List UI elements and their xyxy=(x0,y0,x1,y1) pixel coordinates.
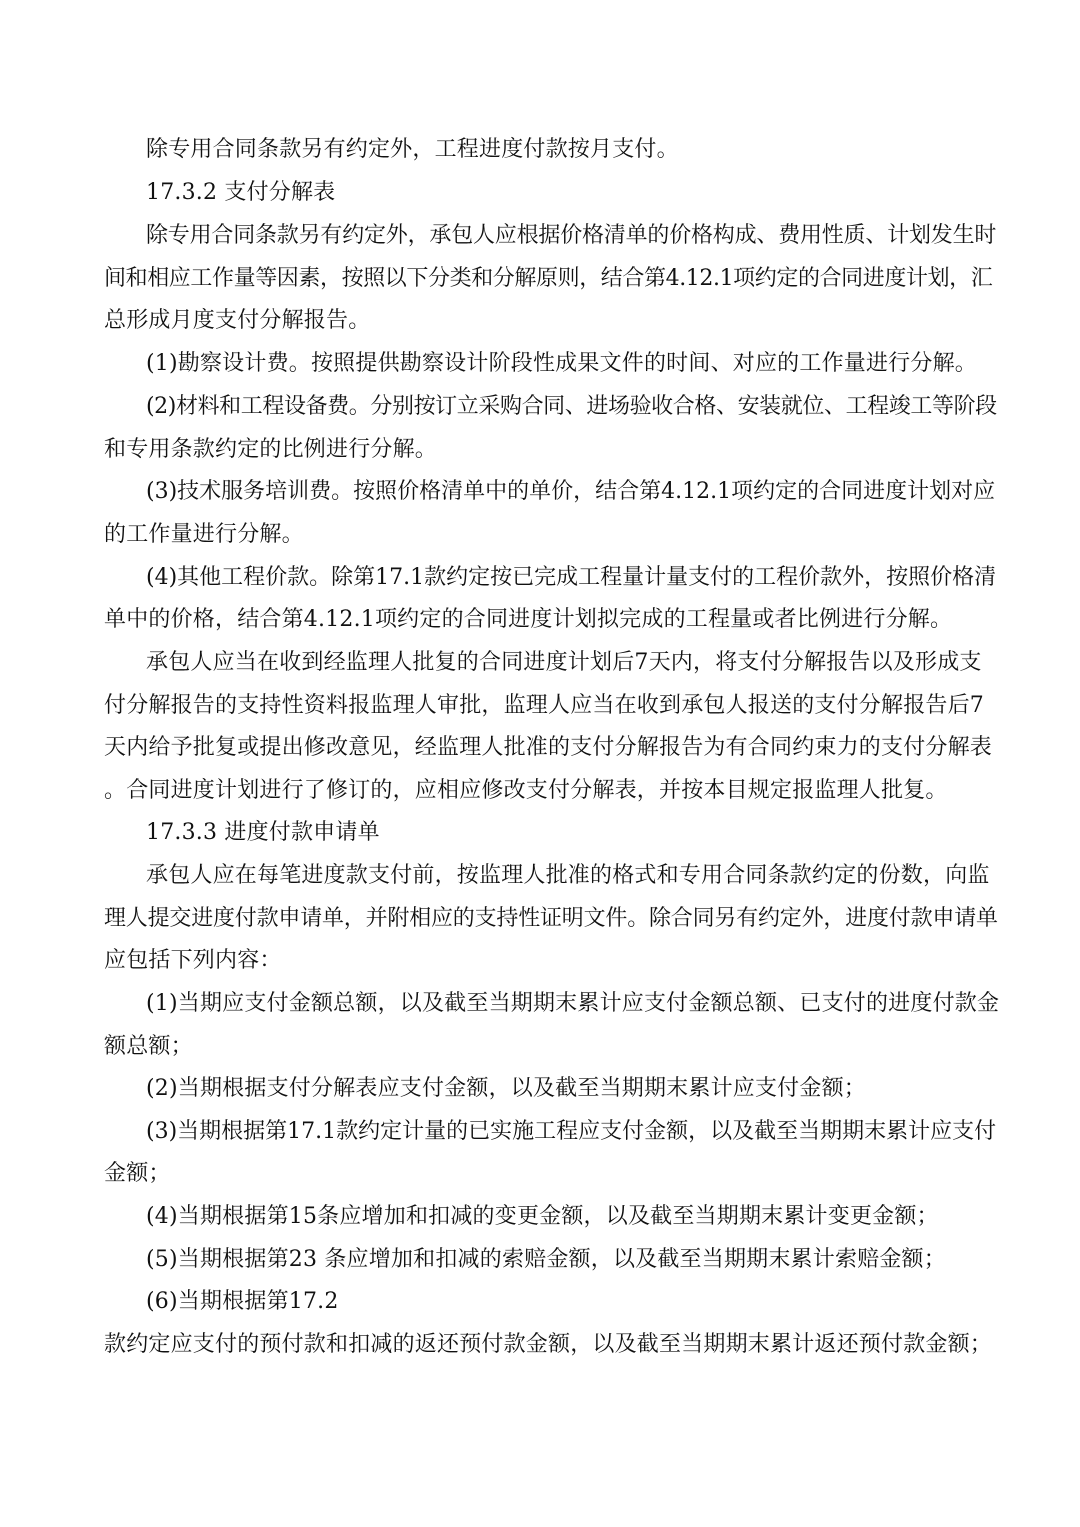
paragraph-line: 理人提交进度付款申请单，并附相应的支持性证明文件。除合同另有约定外，进度付款申请单 xyxy=(104,906,998,931)
section-heading-17-3-2: 17.3.2 支付分解表 xyxy=(146,180,336,205)
list-item-line: (2)当期根据支付分解表应支付金额，以及截至当期期末累计应支付金额； xyxy=(146,1076,866,1101)
paragraph-line: 总形成月度支付分解报告。 xyxy=(104,308,371,333)
list-item-line: (3)技术服务培训费。按照价格清单中的单价，结合第4.12.1项约定的合同进度计划对应 xyxy=(146,479,996,504)
paragraph-line: 。合同进度计划进行了修订的，应相应修改支付分解表，并按本目规定报监理人批复。 xyxy=(104,778,948,803)
list-item-line: 和专用条款约定的比例进行分解。 xyxy=(104,437,438,462)
paragraph-line: 付分解报告的支持性资料报监理人审批，监理人应当在收到承包人报送的支付分解报告后7 xyxy=(104,693,984,718)
list-item-line: (4)当期根据第15条应增加和扣减的变更金额，以及截至当期期末累计变更金额； xyxy=(146,1204,939,1229)
list-item-line: 款约定应支付的预付款和扣减的返还预付款金额，以及截至当期期末累计返还预付款金额； xyxy=(104,1332,993,1357)
list-item-line: (6)当期根据第17.2 xyxy=(146,1289,339,1314)
list-item-line: (1)勘察设计费。按照提供勘察设计阶段性成果文件的时间、对应的工作量进行分解。 xyxy=(146,351,977,376)
list-item-line: 额总额； xyxy=(104,1034,193,1059)
paragraph-line: 承包人应在每笔进度款支付前，按监理人批准的格式和专用合同条款约定的份数，向监 xyxy=(146,863,990,888)
paragraph-line: 承包人应当在收到经监理人批复的合同进度计划后7天内，将支付分解报告以及形成支 xyxy=(146,650,982,675)
list-item-line: (2)材料和工程设备费。分别按订立采购合同、进场验收合格、安装就位、工程竣工等阶段 xyxy=(146,394,997,419)
list-item-line: (1)当期应支付金额总额，以及截至当期期末累计应支付金额总额、已支付的进度付款金 xyxy=(146,991,1000,1016)
list-item-line: 的工作量进行分解。 xyxy=(104,522,304,547)
paragraph-line: 应包括下列内容： xyxy=(104,948,282,973)
list-item-line: 金额； xyxy=(104,1161,171,1186)
list-item-line: 单中的价格，结合第4.12.1项约定的合同进度计划拟完成的工程量或者比例进行分解。 xyxy=(104,607,953,632)
section-heading-17-3-3: 17.3.3 进度付款申请单 xyxy=(146,820,380,845)
paragraph-line: 间和相应工作量等因素，按照以下分类和分解原则，结合第4.12.1项约定的合同进度计划，汇 xyxy=(104,266,993,291)
paragraph-line: 天内给予批复或提出修改意见，经监理人批准的支付分解报告为有合同约束力的支付分解表 xyxy=(104,735,993,760)
paragraph-line: 除专用合同条款另有约定外，承包人应根据价格清单的价格构成、费用性质、计划发生时 xyxy=(146,223,997,248)
list-item-line: (3)当期根据第17.1款约定计量的已实施工程应支付金额，以及截至当期期末累计应支付 xyxy=(146,1119,997,1144)
list-item-line: (5)当期根据第23 条应增加和扣减的索赔金额，以及截至当期期末累计索赔金额； xyxy=(146,1247,946,1272)
paragraph-line: 除专用合同条款另有约定外，工程进度付款按月支付。 xyxy=(146,137,679,162)
list-item-line: (4)其他工程价款。除第17.1款约定按已完成工程量计量支付的工程价款外，按照价格清 xyxy=(146,565,997,590)
